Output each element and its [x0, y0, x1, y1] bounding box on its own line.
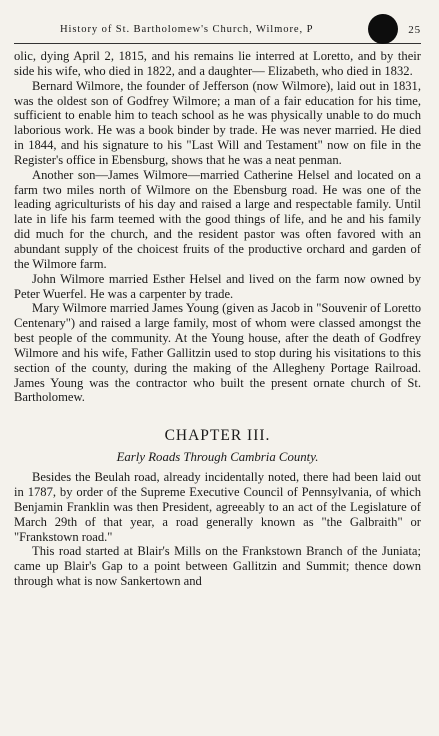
paragraph: Another son—James Wilmore—married Catherine Helsel and located on a farm two miles north of Wilmore on the Ebensburg road. He was one of the leading agriculturists of his day and raised a large and respectable family. Until late in life his farm teemed with the good things of life, and he and his family did much for the church, and the resident pastor was often favored with an abundant supply of the choicest fruits of the productive orchard and garden of the Wilmore farm.	[14, 167, 421, 271]
paragraph: Bernard Wilmore, the founder of Jefferson (now Wilmore), laid out in 1831, was the oldest son of Godfrey Wilmore; a man of a fair education for his time, sufficient to enable him to teach school as he was physically unable to do much laborious work. He was a book binder by trade. He was never married. He died in 1844, and his signature to his "Last Will and Testament" now on file in the Register's office in Ebensburg, shows that he was a neat penman.	[14, 78, 421, 167]
paragraph: Besides the Beulah road, already incidentally noted, there had been laid out in 1787, by order of the Supreme Executive Council of Pennsylvania, of which Benjamin Franklin was then President, agreeably to an act of the Legislature of March 29th of that year, a road generally known as "the Galbraith" or "Frankstown road."	[14, 470, 421, 544]
ink-blot	[368, 14, 398, 44]
page-body	[14, 49, 421, 589]
header-rule	[14, 43, 421, 44]
chapter-heading: CHAPTER III.	[164, 427, 271, 445]
paragraph: John Wilmore married Esther Helsel and lived on the farm now owned by Peter Wuerfel. He was a carpenter by trade.	[14, 271, 421, 301]
running-title: History of St. Bartholomew's Church, Wilmore, P	[60, 24, 314, 35]
paragraph: Mary Wilmore married James Young (given as Jacob in "Souvenir of Loretto Centenary") and raised a large family, most of whom were classed amongst the best people of the community. At the Young house, after the death of Godfrey Wilmore and his wife, Father Gallitzin used to stop during his visitations to this section of the county, during the making of the Allegheny Portage Railroad. James Young was the contractor who built the present ornate church of St. Bartholomew.	[14, 301, 421, 405]
running-head	[14, 20, 421, 42]
page-number: 25	[408, 24, 421, 36]
paragraph: This road started at Blair's Mills on the Frankstown Branch of the Juniata; came up Blair's Gap to a point between Gallitzin and Summit; thence down through what is now Sankertown and	[14, 544, 421, 589]
chapter-subtitle: Early Roads Through Cambria County.	[116, 450, 319, 465]
paragraph: olic, dying April 2, 1815, and his remains lie interred at Loretto, and by their side his wife, who died in 1822, and a daughter— Elizabeth, who died in 1832.	[14, 49, 421, 78]
